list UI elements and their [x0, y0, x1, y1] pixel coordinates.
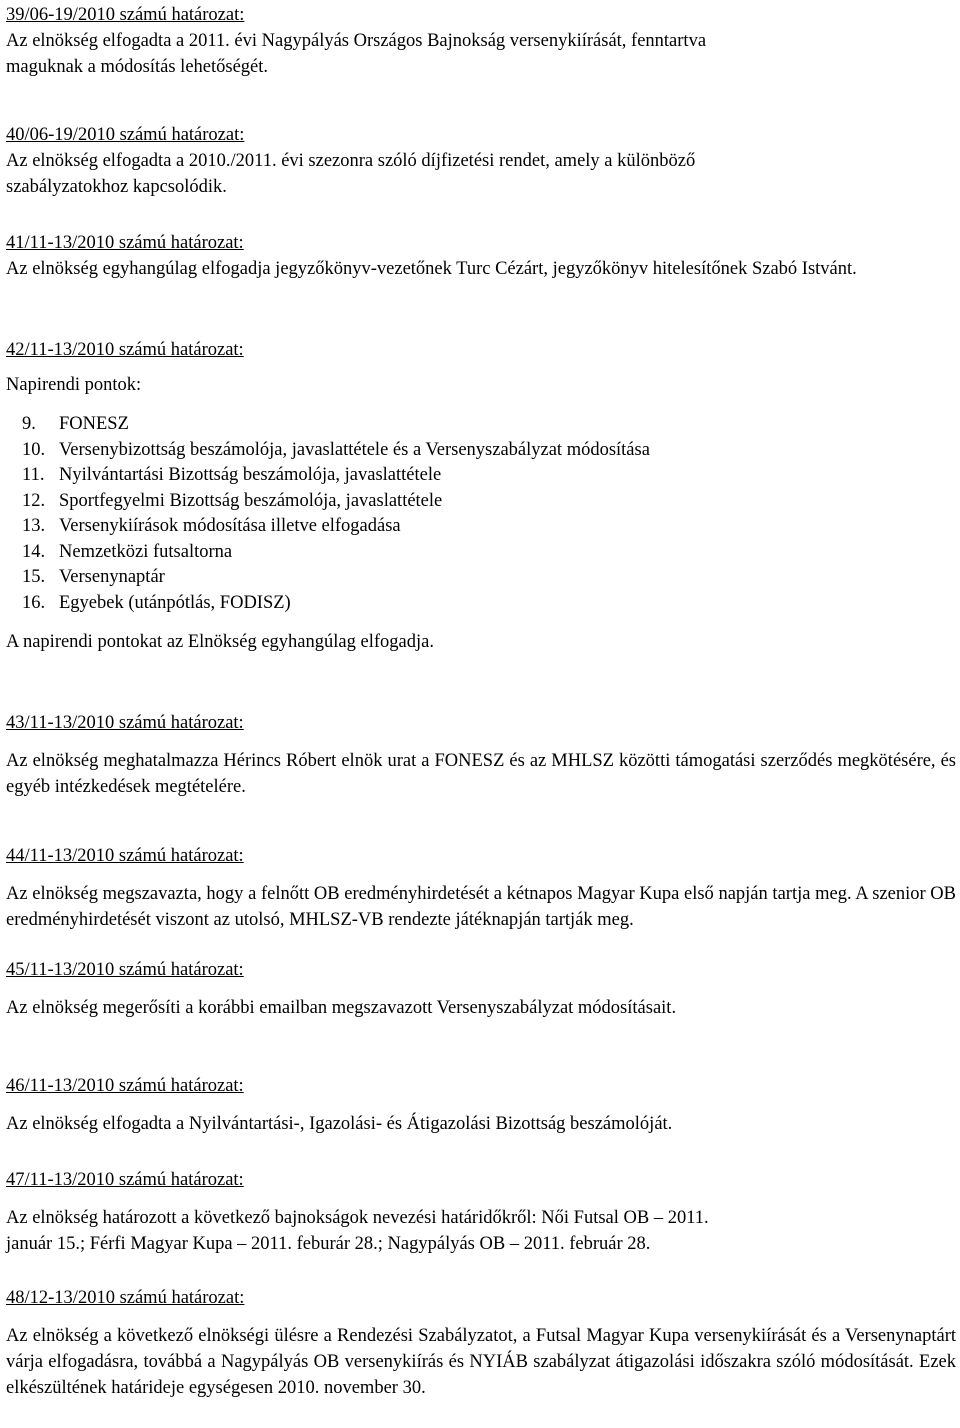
resolution-title: 48/12-13/2010 számú határozat: — [6, 1288, 245, 1308]
resolution-line: Az elnökség elfogadta a 2011. évi Nagypályás Országos Bajnokság versenykiírását, fenntartva — [6, 31, 707, 51]
resolution-line: maguknak a módosítás lehetőségét. — [6, 57, 269, 77]
resolution-44 — [6, 843, 956, 933]
resolution-line: január 15.; Férfi Magyar Kupa – 2011. feburár 28.; Nagypályás OB – 2011. február 28. — [6, 1234, 651, 1254]
resolution-title: 43/11-13/2010 számú határozat: — [6, 713, 244, 733]
resolution-48 — [6, 1285, 956, 1401]
agenda-item: 9. FONESZ — [22, 414, 129, 434]
resolution-42 — [6, 337, 956, 655]
agenda-item: 10. Versenybizottság beszámolója, javaslattétele és a Versenyszabályzat módosítása — [22, 439, 650, 460]
resolution-line: Az elnökség elfogadta a 2010./2011. évi szezonra szóló díjfizetési rendet, amely a különböző — [6, 151, 696, 171]
agenda-list — [6, 412, 956, 616]
resolution-text: Az elnökség a következő elnökségi ülésre a Rendezési Szabályzatot, a Futsal Magyar Kupa versenykiírását és a Versenynaptárt várja elfogadásra, továbbá a Nagypályás OB versenykiírás és NYIÁB szabályzat átigazolási időszakra szóló módosítását. Ezek elkészültének határideje egységesen 2010. november 30. — [6, 1326, 956, 1398]
resolution-text: Az elnökség elfogadta a Nyilvántartási-, Igazolási- és Átigazolási Bizottság beszámolóját. — [6, 1114, 673, 1134]
resolution-45 — [6, 957, 956, 1021]
resolution-text: Az elnökség megerősíti a korábbi emailban megszavazott Versenyszabályzat módosításait. — [6, 998, 677, 1018]
agenda-item: 15. Versenynaptár — [22, 567, 165, 587]
resolution-text: Az elnökség megszavazta, hogy a felnőtt OB eredményhirdetését a kétnapos Magyar Kupa első napján tartja meg. A szenior OB eredményhirdetését viszont az utolsó, MHLSZ-VB rendezte játéknapján tartják meg. — [6, 884, 956, 930]
resolution-39 — [6, 2, 956, 80]
resolution-title: 46/11-13/2010 számú határozat: — [6, 1076, 244, 1096]
resolution-40 — [6, 122, 956, 200]
resolution-41 — [6, 230, 956, 282]
resolution-title: 45/11-13/2010 számú határozat: — [6, 960, 244, 980]
resolution-line: szabályzatokhoz kapcsolódik. — [6, 177, 227, 197]
agenda-item: 16. Egyebek (utánpótlás, FODISZ) — [22, 592, 291, 613]
agenda-heading: Napirendi pontok: — [6, 375, 142, 395]
resolution-title: 41/11-13/2010 számú határozat: — [6, 233, 244, 253]
resolution-title: 42/11-13/2010 számú határozat: — [6, 340, 244, 360]
resolution-line: Az elnökség határozott a következő bajnokságok nevezési határidőkről: Női Futsal OB – 2011. — [6, 1208, 709, 1228]
resolution-43 — [6, 710, 956, 800]
agenda-item: 13. Versenykiírások módosítása illetve elfogadása — [22, 516, 401, 536]
agenda-item: 14. Nemzetközi futsaltorna — [22, 541, 233, 562]
resolution-title: 44/11-13/2010 számú határozat: — [6, 846, 244, 866]
agenda-item: 12. Sportfegyelmi Bizottság beszámolója, javaslattétele — [22, 490, 443, 511]
resolution-46 — [6, 1073, 956, 1137]
resolution-text: Az elnökség egyhangúlag elfogadja jegyzőkönyv-vezetőnek Turc Cézárt, jegyzőkönyv hitelesítőnek Szabó Istvánt. — [6, 259, 857, 279]
resolution-title: 47/11-13/2010 számú határozat: — [6, 1170, 244, 1190]
resolution-title: 39/06-19/2010 számú határozat: — [6, 5, 245, 25]
resolution-text: Az elnökség meghatalmazza Hérincs Róbert elnök urat a FONESZ és az MHLSZ közötti támogatási szerződés megkötésére, és egyéb intézkedések megtételére. — [6, 751, 956, 797]
resolution-title: 40/06-19/2010 számú határozat: — [6, 125, 245, 145]
agenda-closing: A napirendi pontokat az Elnökség egyhangúlag elfogadja. — [6, 632, 434, 652]
agenda-item: 11. Nyilvántartási Bizottság beszámolója, javaslattétele — [22, 465, 442, 485]
resolution-47 — [6, 1167, 956, 1257]
